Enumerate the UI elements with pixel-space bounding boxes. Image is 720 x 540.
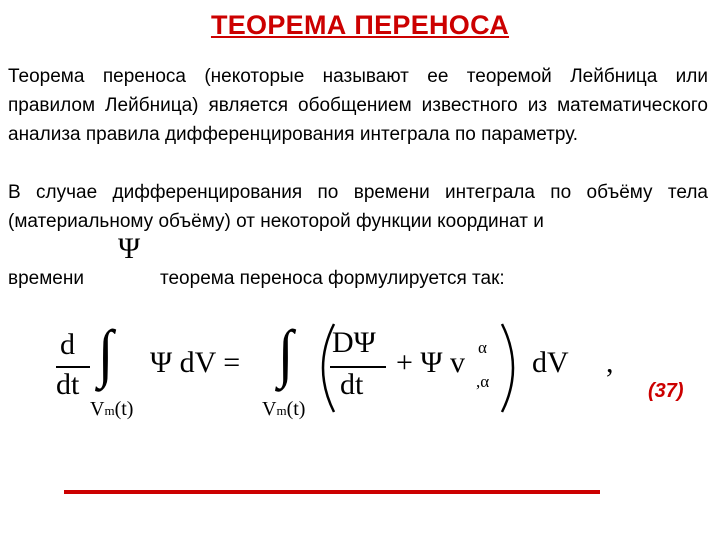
integral-limit-right: Vm(t) xyxy=(262,398,306,420)
equation-number: (37) xyxy=(648,380,684,402)
superscript-alpha: α xyxy=(478,338,487,357)
psi-dv-equals: Ψ dV = xyxy=(150,346,241,379)
decorative-underline xyxy=(64,490,600,494)
plus-psi-v: + Ψ v xyxy=(396,346,466,379)
psi-symbol: Ψ xyxy=(118,232,141,265)
theorem-statement-lead: теорема переноса формулируется так: xyxy=(160,268,505,289)
formula-dV-end: dV xyxy=(532,346,569,379)
subscript-comma-alpha: ,α xyxy=(476,372,490,391)
word-time: времени xyxy=(8,268,84,289)
right-parenthesis xyxy=(496,322,528,414)
formula-D-psi: DΨ xyxy=(332,326,376,359)
slide-title: ТЕОРЕМА ПЕРЕНОСА xyxy=(210,10,510,40)
integral-limit-left: Vm(t) xyxy=(90,398,134,420)
formula-dt-denominator: dt xyxy=(56,368,80,401)
formula-dt-denominator-right: dt xyxy=(340,368,364,401)
formula-d-numerator: d xyxy=(60,328,75,361)
integral-sign-left: ∫ xyxy=(98,318,114,390)
paragraph-theorem-intro: Теорема переноса (некоторые называют ее теоремой Лейбница или правилом Лейбница) является обобщением известного из математического анализа правила дифференцирования интеграла по параметру. xyxy=(8,66,708,145)
integral-sign-right: ∫ xyxy=(278,318,294,390)
paragraph-time-derivative: В случае дифференцирования по времени интеграла по объёму тела (материальному объёму) от некоторой функции координат и xyxy=(8,182,708,232)
formula-trailing-comma: , xyxy=(606,346,614,379)
